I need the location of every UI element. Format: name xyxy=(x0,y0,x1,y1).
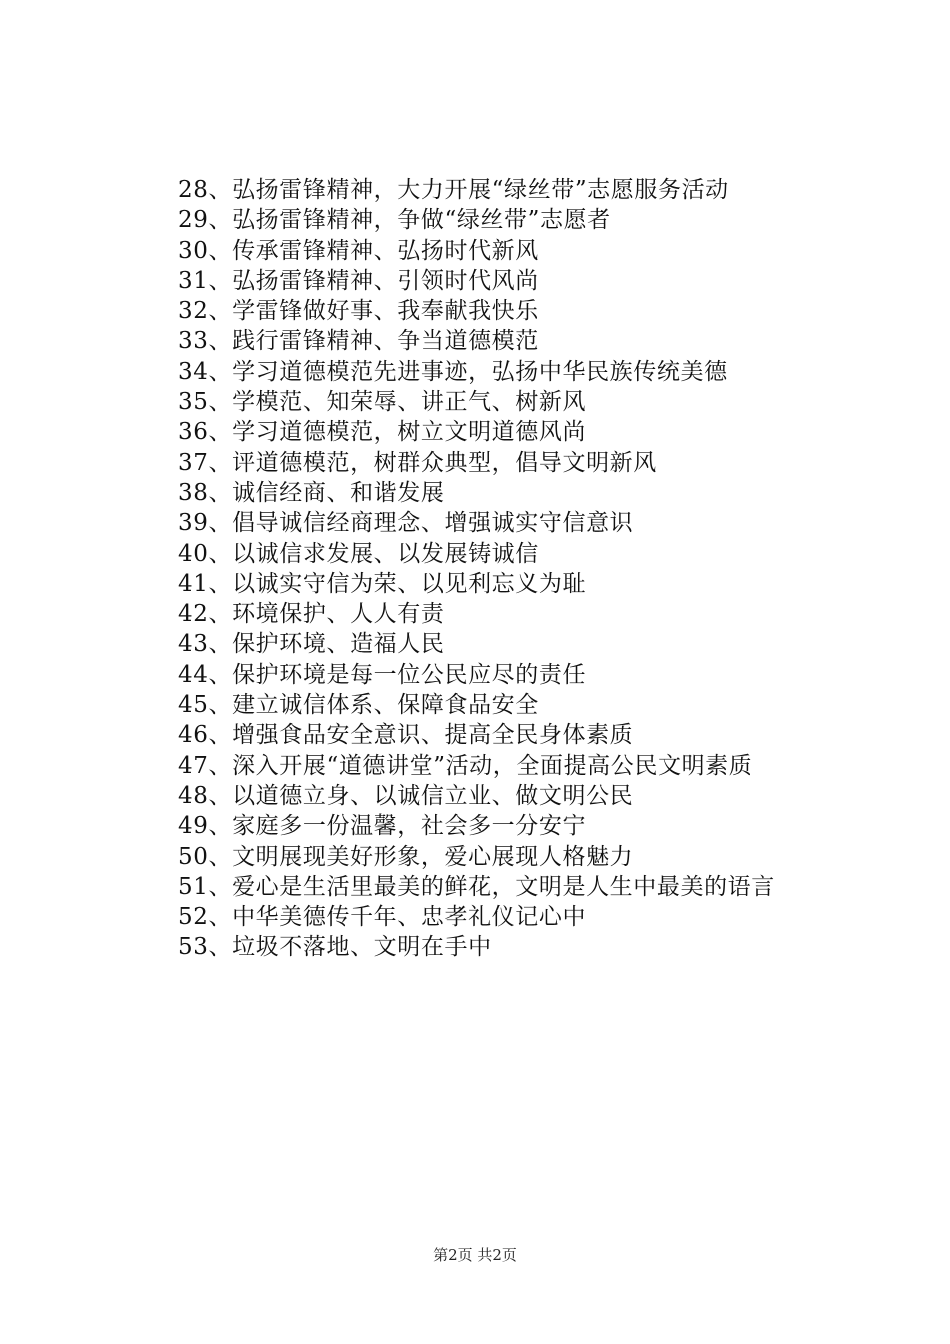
list-item: 40、以诚信求发展、以发展铸诚信 xyxy=(178,540,539,567)
list-item: 52、中华美德传千年、忠孝礼仪记心中 xyxy=(178,904,587,931)
list-item: 48、以道德立身、以诚信立业、做文明公民 xyxy=(178,782,634,809)
list-item: 51、爱心是生活里最美的鲜花，文明是人生中最美的语言 xyxy=(178,873,775,900)
list-item: 29、弘扬雷锋精神，争做“绿丝带”志愿者 xyxy=(178,207,611,234)
list-item: 49、家庭多一份温馨，社会多一分安宁 xyxy=(178,813,587,840)
list-item: 30、传承雷锋精神、弘扬时代新风 xyxy=(178,237,539,264)
list-item: 31、弘扬雷锋精神、引领时代风尚 xyxy=(178,267,539,294)
list-item: 42、环境保护、人人有责 xyxy=(178,601,445,628)
slogan-list xyxy=(178,175,868,963)
list-item: 41、以诚实守信为荣、以见利忘义为耻 xyxy=(178,570,587,597)
page-number-footer: 第2页 共2页 xyxy=(433,1246,517,1264)
list-item: 45、建立诚信体系、保障食品安全 xyxy=(178,692,539,719)
list-item: 43、保护环境、造福人民 xyxy=(178,631,445,658)
list-item: 46、增强食品安全意识、提高全民身体素质 xyxy=(178,722,634,749)
list-item: 50、文明展现美好形象，爱心展现人格魅力 xyxy=(178,843,634,870)
list-item: 36、学习道德模范，树立文明道德风尚 xyxy=(178,419,587,446)
list-item: 39、倡导诚信经商理念、增强诚实守信意识 xyxy=(178,510,634,537)
list-item: 35、学模范、知荣辱、讲正气、树新风 xyxy=(178,389,587,416)
list-item: 38、诚信经商、和谐发展 xyxy=(178,479,445,506)
list-item: 37、评道德模范，树群众典型，倡导文明新风 xyxy=(178,449,657,476)
list-item: 44、保护环境是每一位公民应尽的责任 xyxy=(178,661,587,688)
list-item: 33、践行雷锋精神、争当道德模范 xyxy=(178,328,539,355)
list-item: 47、深入开展“道德讲堂”活动，全面提高公民文明素质 xyxy=(178,752,753,779)
list-item: 53、垃圾不落地、文明在手中 xyxy=(178,934,492,961)
list-item: 28、弘扬雷锋精神，大力开展“绿丝带”志愿服务活动 xyxy=(178,177,729,203)
list-item: 34、学习道德模范先进事迹，弘扬中华民族传统美德 xyxy=(178,358,728,385)
list-item: 32、学雷锋做好事、我奉献我快乐 xyxy=(178,298,539,325)
